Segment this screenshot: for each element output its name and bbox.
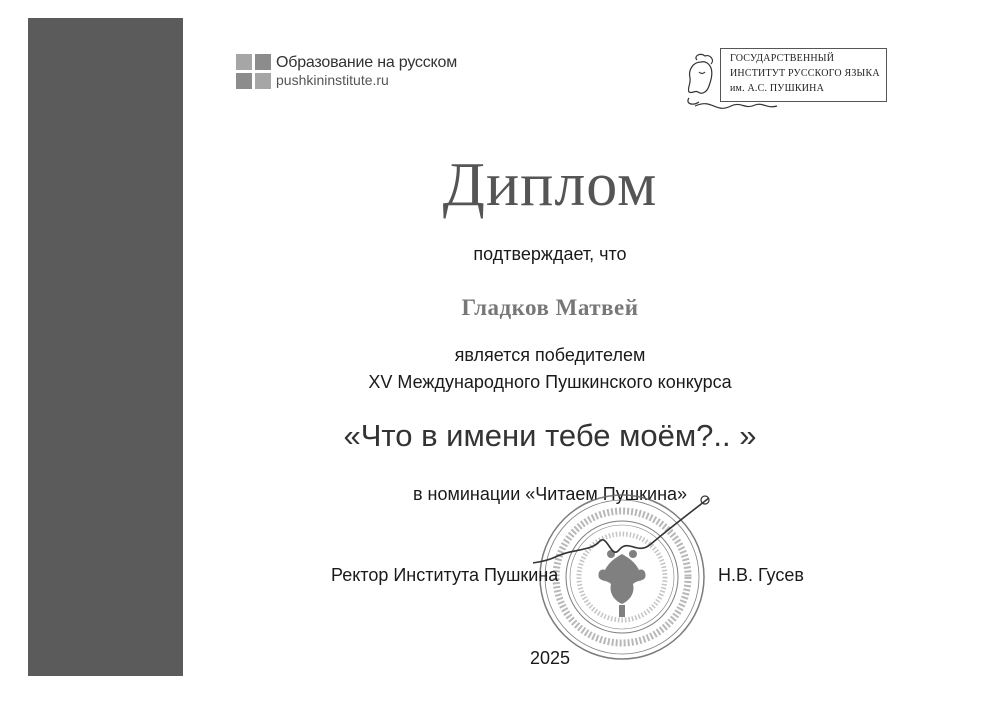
official-seal-stamp [533,488,711,666]
contest-text: XV Международного Пушкинского конкурса [368,372,732,392]
nomination-text: в номинации «Читаем Пушкина» [412,484,688,504]
logo-obrazovanie [236,53,457,89]
logo-line-1: ГОСУДАРСТВЕННЫЙ [730,53,835,64]
logo-line-2: ИНСТИТУТ РУССКОГО ЯЗЫКА [730,68,880,79]
logo-line-3: им. А.С. ПУШКИНА [730,83,824,94]
confirms-text: подтверждает, что [473,244,627,264]
signer-name: Н.В. Гусев [718,565,804,585]
winner-text: является победителем [454,345,646,365]
logo-url: pushkininstitute.ru [276,72,389,88]
squares-grid-icon [236,54,271,89]
recipient-name: Гладков Матвей [461,295,639,320]
contest-title: «Что в имени тебе моём?.. » [343,418,757,453]
signer-title: Ректор Института Пушкина [331,565,559,585]
diploma-title: Диплом [442,151,658,219]
logo-pushkin-institute [683,48,886,112]
diploma-year: 2025 [529,648,571,668]
logo-title: Образование на русском [276,54,458,71]
